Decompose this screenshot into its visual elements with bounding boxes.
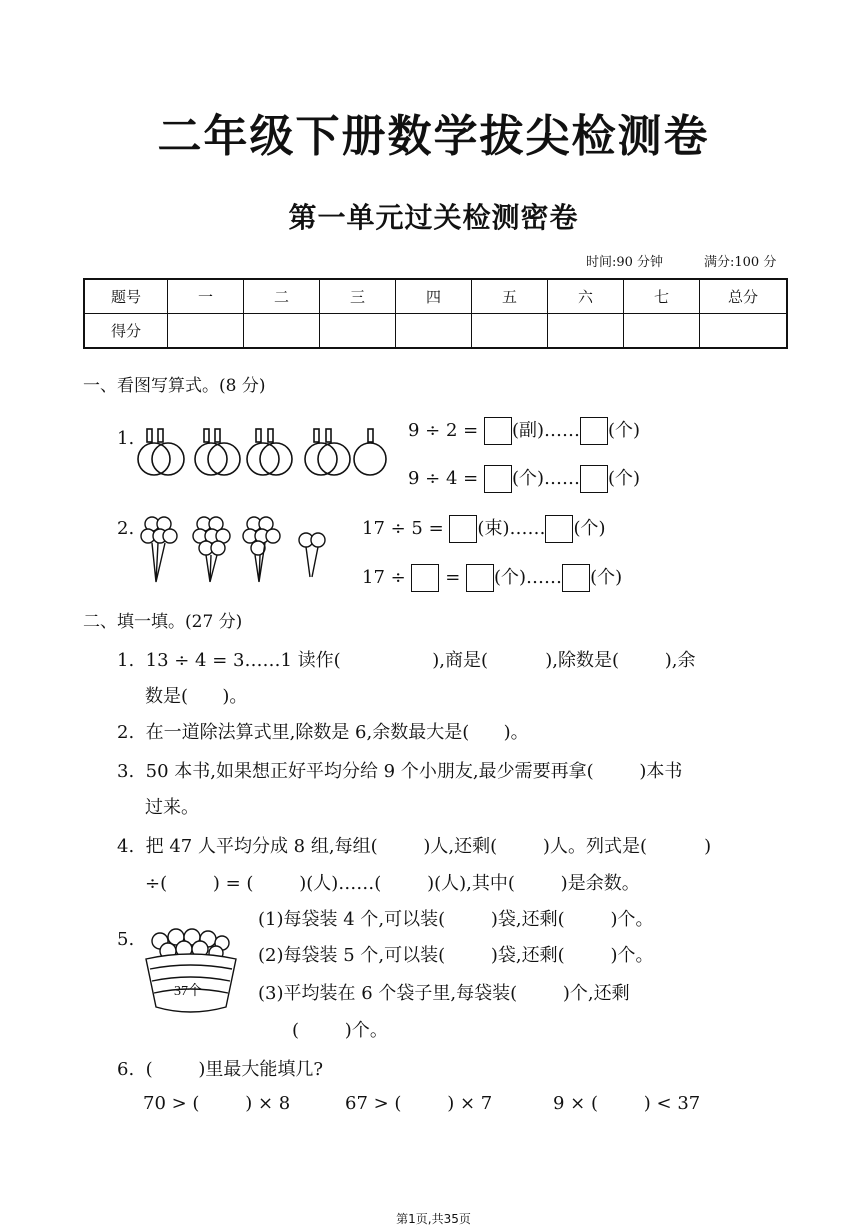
s2-q1-line1: 1. 13 ÷ 4 = 3……1 读作( ),商是( ),除数是( ),余 (117, 650, 696, 671)
score-cell[interactable] (168, 314, 244, 349)
score-header-cell: 总分 (700, 279, 788, 314)
score-cell[interactable] (396, 314, 472, 349)
q1-b-answer-box[interactable] (484, 465, 512, 493)
score-header-cell: 三 (320, 279, 396, 314)
q2-b-equation (362, 563, 622, 592)
s2-q1-line2: 数是( )。 (145, 686, 248, 707)
q2-b-answer-box[interactable] (466, 564, 494, 592)
s2-q5-line2: (2)每袋装 5 个,可以装( )袋,还剩( )个。 (258, 945, 654, 966)
score-cell[interactable] (244, 314, 320, 349)
score-cell[interactable] (700, 314, 788, 349)
q1-number: 1. (117, 428, 135, 449)
score-cell[interactable] (472, 314, 548, 349)
s2-q6-line1: 6. ( )里最大能填几? (117, 1059, 324, 1080)
q2-b-equals: = (445, 567, 461, 588)
exam-full-score: 满分:100 分 (704, 255, 777, 270)
q1-a-unit1: (副)…… (511, 420, 581, 441)
apple-basket-illustration (140, 925, 240, 1020)
q2-a-answer-box[interactable] (449, 515, 477, 543)
score-header-cell: 题号 (84, 279, 168, 314)
page-footer: 第1页,共35页 (396, 1212, 471, 1226)
score-header-cell: 一 (168, 279, 244, 314)
q1-a-expression: 9 ÷ 2 = (408, 420, 479, 441)
q1-b-unit2: (个) (608, 468, 641, 489)
q2-a-expression: 17 ÷ 5 = (362, 518, 444, 539)
section1-heading: 一、看图写算式。(8 分) (83, 376, 266, 396)
section2-heading: 二、填一填。(27 分) (83, 612, 243, 632)
score-cell[interactable] (320, 314, 396, 349)
score-table-score-row (84, 314, 787, 349)
s2-q5-line1: (1)每袋装 4 个,可以装( )袋,还剩( )个。 (258, 909, 654, 930)
score-cell[interactable] (624, 314, 700, 349)
table-tennis-paddles-illustration (138, 425, 388, 480)
balloons-illustration (138, 512, 343, 587)
q1-b-unit1: (个)…… (511, 468, 581, 489)
q2-b-divisor-box[interactable] (411, 564, 439, 592)
q2-b-expression: 17 ÷ (362, 567, 406, 588)
q2-a-unit2: (个) (573, 518, 606, 539)
q1-a-unit2: (个) (608, 420, 641, 441)
q1-b-remainder-box[interactable] (580, 465, 608, 493)
q2-b-unit1: (个)…… (494, 567, 563, 588)
s2-q5-number: 5. (117, 929, 135, 950)
q2-number: 2. (117, 518, 135, 539)
score-table (83, 278, 788, 349)
page-title: 二年级下册数学拔尖检测卷 (157, 111, 710, 162)
s2-q3-line1: 3. 50 本书,如果想正好平均分给 9 个小朋友,最少需要再拿( )本书 (117, 761, 683, 782)
q2-b-remainder-box[interactable] (562, 564, 590, 592)
score-header-cell: 七 (624, 279, 700, 314)
score-cell[interactable] (548, 314, 624, 349)
q2-b-unit2: (个) (590, 567, 623, 588)
s2-q4-line1: 4. 把 47 人平均分成 8 组,每组( )人,还剩( )人。列式是( ) (117, 836, 712, 857)
page-subtitle: 第一单元过关检测密卷 (288, 201, 579, 234)
score-header-cell: 五 (472, 279, 548, 314)
s2-q5-line3: (3)平均装在 6 个袋子里,每袋装( )个,还剩 (258, 983, 630, 1004)
q2-a-remainder-box[interactable] (545, 515, 573, 543)
s2-q5-line4: ( )个。 (292, 1020, 388, 1041)
score-table-header-row (84, 279, 787, 314)
score-row-label: 得分 (84, 314, 168, 349)
q1-b-equation (408, 464, 640, 493)
exam-time: 时间:90 分钟 (586, 255, 664, 270)
s2-q6-a: 70 > ( ) × 8 (143, 1093, 291, 1114)
s2-q2: 2. 在一道除法算式里,除数是 6,余数最大是( )。 (117, 722, 529, 743)
s2-q6-c: 9 × ( ) < 37 (553, 1093, 701, 1114)
s2-q4-line2: ÷( ) = ( )(人)……( )(人),其中( )是余数。 (145, 873, 640, 894)
score-header-cell: 二 (244, 279, 320, 314)
basket-label: 37个 (174, 984, 202, 999)
q2-a-unit1: (束)…… (477, 518, 546, 539)
q1-b-expression: 9 ÷ 4 = (408, 468, 479, 489)
s2-q3-line2: 过来。 (145, 797, 199, 818)
q2-a-equation (362, 514, 606, 543)
q1-a-remainder-box[interactable] (580, 417, 608, 445)
score-header-cell: 四 (396, 279, 472, 314)
q1-a-answer-box[interactable] (484, 417, 512, 445)
q1-a-equation (408, 416, 640, 445)
s2-q6-b: 67 > ( ) × 7 (345, 1093, 493, 1114)
score-header-cell: 六 (548, 279, 624, 314)
